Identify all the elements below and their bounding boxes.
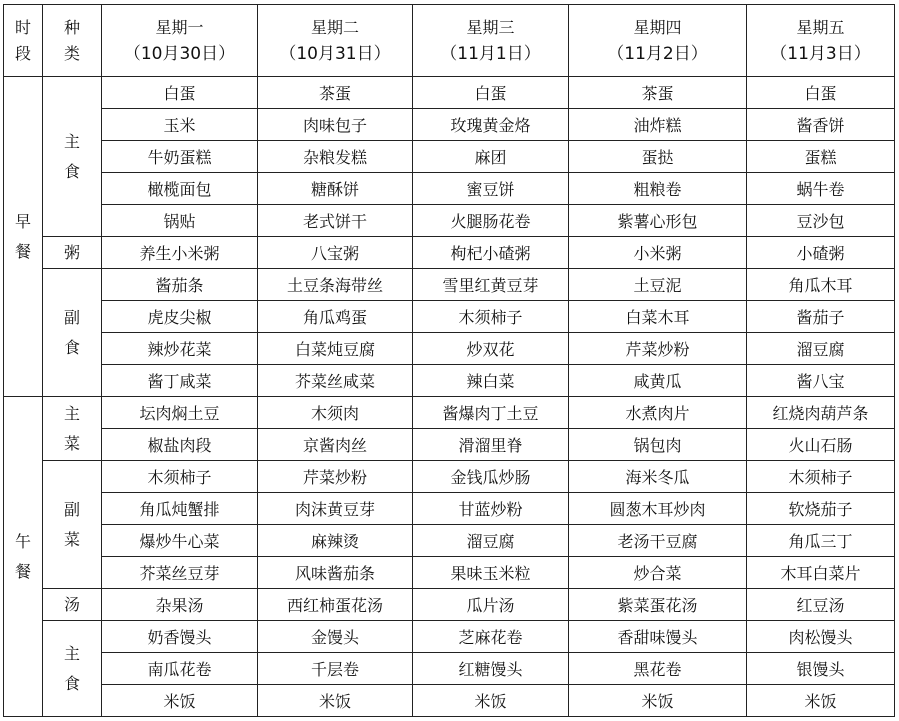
- menu-item-cell: 黑花卷: [569, 653, 747, 685]
- day-date: （11月2日）: [607, 43, 708, 64]
- menu-item-cell: 奶香馒头: [102, 621, 258, 653]
- menu-item-cell: 虎皮尖椒: [102, 301, 258, 333]
- menu-item-cell: 豆沙包: [747, 205, 895, 237]
- menu-item-cell: 木耳白菜片: [747, 557, 895, 589]
- menu-item-cell: 辣炒花菜: [102, 333, 258, 365]
- menu-item-cell: 老汤干豆腐: [569, 525, 747, 557]
- menu-item-cell: 老式饼干: [258, 205, 413, 237]
- lunch-period-label: 午餐: [4, 397, 43, 717]
- table-row: [4, 461, 895, 493]
- menu-item-cell: 米饭: [747, 685, 895, 717]
- menu-item-cell: 爆炒牛心菜: [102, 525, 258, 557]
- menu-item-cell: 雪里红黄豆芽: [413, 269, 569, 301]
- menu-item-cell: 金馒头: [258, 621, 413, 653]
- day-date: （10月31日）: [279, 43, 391, 64]
- menu-item-cell: 坛肉焖土豆: [102, 397, 258, 429]
- day-header-monday: [102, 5, 258, 77]
- menu-item-cell: 风味酱茄条: [258, 557, 413, 589]
- menu-item-cell: 火腿肠花卷: [413, 205, 569, 237]
- menu-item-cell: 银馒头: [747, 653, 895, 685]
- menu-item-cell: 白蛋: [413, 77, 569, 109]
- menu-item-cell: 木须肉: [258, 397, 413, 429]
- menu-item-cell: 蜗牛卷: [747, 173, 895, 205]
- menu-item-cell: 土豆泥: [569, 269, 747, 301]
- menu-item-cell: 南瓜花卷: [102, 653, 258, 685]
- menu-item-cell: 八宝粥: [258, 237, 413, 269]
- header-row: [4, 5, 895, 77]
- menu-item-cell: 玉米: [102, 109, 258, 141]
- menu-item-cell: 红糖馒头: [413, 653, 569, 685]
- menu-item-cell: 糖酥饼: [258, 173, 413, 205]
- table-row: [4, 493, 895, 525]
- menu-item-cell: 椒盐肉段: [102, 429, 258, 461]
- menu-item-cell: 锅贴: [102, 205, 258, 237]
- menu-item-cell: 紫菜蛋花汤: [569, 589, 747, 621]
- day-name: 星期一: [155, 17, 204, 37]
- menu-item-cell: 溜豆腐: [413, 525, 569, 557]
- table-row: [4, 685, 895, 717]
- category-label: 副菜: [43, 461, 102, 589]
- menu-item-cell: 红豆汤: [747, 589, 895, 621]
- menu-item-cell: 溜豆腐: [747, 333, 895, 365]
- menu-item-cell: 软烧茄子: [747, 493, 895, 525]
- menu-item-cell: 角瓜炖蟹排: [102, 493, 258, 525]
- day-date: （11月3日）: [770, 43, 871, 64]
- category-label: 副食: [43, 269, 102, 397]
- menu-item-cell: 芹菜炒粉: [258, 461, 413, 493]
- table-row: [4, 269, 895, 301]
- table-row: [4, 589, 895, 621]
- menu-item-cell: 酱丁咸菜: [102, 365, 258, 397]
- menu-item-cell: 甘蓝炒粉: [413, 493, 569, 525]
- menu-item-cell: 牛奶蛋糕: [102, 141, 258, 173]
- table-row: [4, 205, 895, 237]
- menu-item-cell: 麻辣烫: [258, 525, 413, 557]
- menu-item-cell: 芝麻花卷: [413, 621, 569, 653]
- menu-item-cell: 杂果汤: [102, 589, 258, 621]
- menu-item-cell: 木须柿子: [413, 301, 569, 333]
- menu-item-cell: 千层卷: [258, 653, 413, 685]
- menu-item-cell: 蜜豆饼: [413, 173, 569, 205]
- table-row: [4, 525, 895, 557]
- day-header-friday: [747, 5, 895, 77]
- menu-item-cell: 茶蛋: [258, 77, 413, 109]
- menu-item-cell: 小碴粥: [747, 237, 895, 269]
- table-row: [4, 429, 895, 461]
- day-header-wednesday: [413, 5, 569, 77]
- menu-item-cell: 白菜炖豆腐: [258, 333, 413, 365]
- menu-item-cell: 角瓜木耳: [747, 269, 895, 301]
- menu-item-cell: 杂粮发糕: [258, 141, 413, 173]
- menu-item-cell: 酱八宝: [747, 365, 895, 397]
- menu-item-cell: 火山石肠: [747, 429, 895, 461]
- menu-item-cell: 咸黄瓜: [569, 365, 747, 397]
- menu-item-cell: 土豆条海带丝: [258, 269, 413, 301]
- table-row: [4, 557, 895, 589]
- day-name: 星期二: [310, 17, 359, 37]
- menu-item-cell: 炒合菜: [569, 557, 747, 589]
- menu-item-cell: 锅包肉: [569, 429, 747, 461]
- menu-item-cell: 红烧肉葫芦条: [747, 397, 895, 429]
- menu-item-cell: 水煮肉片: [569, 397, 747, 429]
- menu-item-cell: 酱茄条: [102, 269, 258, 301]
- menu-item-cell: 圆葱木耳炒肉: [569, 493, 747, 525]
- day-name: 星期五: [796, 17, 845, 37]
- menu-item-cell: 米饭: [413, 685, 569, 717]
- menu-item-cell: 蛋糕: [747, 141, 895, 173]
- category-label: 汤: [43, 589, 102, 621]
- menu-item-cell: 酱爆肉丁土豆: [413, 397, 569, 429]
- table-row: [4, 365, 895, 397]
- menu-item-cell: 紫薯心形包: [569, 205, 747, 237]
- category-label: 主菜: [43, 397, 102, 461]
- menu-item-cell: 芥菜丝咸菜: [258, 365, 413, 397]
- menu-item-cell: 角瓜三丁: [747, 525, 895, 557]
- menu-item-cell: 木须柿子: [102, 461, 258, 493]
- menu-item-cell: 小米粥: [569, 237, 747, 269]
- menu-item-cell: 米饭: [258, 685, 413, 717]
- table-row: [4, 77, 895, 109]
- menu-item-cell: 角瓜鸡蛋: [258, 301, 413, 333]
- category-label: 主食: [43, 77, 102, 237]
- weekly-menu-table: [3, 4, 895, 717]
- menu-item-cell: 炒双花: [413, 333, 569, 365]
- menu-item-cell: 海米冬瓜: [569, 461, 747, 493]
- day-date: （10月30日）: [123, 43, 236, 64]
- table-row: [4, 237, 895, 269]
- menu-item-cell: 辣白菜: [413, 365, 569, 397]
- menu-item-cell: 蛋挞: [569, 141, 747, 173]
- day-name: 星期三: [466, 17, 515, 37]
- table-row: [4, 109, 895, 141]
- table-row: [4, 301, 895, 333]
- menu-item-cell: 酱茄子: [747, 301, 895, 333]
- menu-item-cell: 白蛋: [102, 77, 258, 109]
- breakfast-period-label: 早餐: [4, 77, 43, 397]
- menu-item-cell: 白菜木耳: [569, 301, 747, 333]
- menu-item-cell: 酱香饼: [747, 109, 895, 141]
- menu-item-cell: 肉松馒头: [747, 621, 895, 653]
- menu-item-cell: 瓜片汤: [413, 589, 569, 621]
- menu-item-cell: 芥菜丝豆芽: [102, 557, 258, 589]
- day-name: 星期四: [633, 17, 682, 37]
- table-row: [4, 653, 895, 685]
- menu-item-cell: 白蛋: [747, 77, 895, 109]
- menu-item-cell: 麻团: [413, 141, 569, 173]
- menu-item-cell: 茶蛋: [569, 77, 747, 109]
- day-header-thursday: [569, 5, 747, 77]
- menu-item-cell: 米饭: [569, 685, 747, 717]
- menu-item-cell: 香甜味馒头: [569, 621, 747, 653]
- menu-item-cell: 西红柿蛋花汤: [258, 589, 413, 621]
- table-row: [4, 173, 895, 205]
- category-header: 种类: [43, 5, 102, 77]
- menu-item-cell: 肉沫黄豆芽: [258, 493, 413, 525]
- menu-item-cell: 养生小米粥: [102, 237, 258, 269]
- menu-item-cell: 果味玉米粒: [413, 557, 569, 589]
- period-header: 时段: [4, 5, 43, 77]
- menu-item-cell: 玫瑰黄金烙: [413, 109, 569, 141]
- menu-item-cell: 米饭: [102, 685, 258, 717]
- menu-item-cell: 芹菜炒粉: [569, 333, 747, 365]
- menu-item-cell: 金钱瓜炒肠: [413, 461, 569, 493]
- menu-item-cell: 粗粮卷: [569, 173, 747, 205]
- table-row: [4, 333, 895, 365]
- day-date: （11月1日）: [440, 43, 541, 64]
- menu-item-cell: 油炸糕: [569, 109, 747, 141]
- table-row: [4, 141, 895, 173]
- category-label: 主食: [43, 621, 102, 717]
- day-header-tuesday: [258, 5, 413, 77]
- menu-item-cell: 木须柿子: [747, 461, 895, 493]
- menu-item-cell: 橄榄面包: [102, 173, 258, 205]
- menu-item-cell: 京酱肉丝: [258, 429, 413, 461]
- category-label: 粥: [43, 237, 102, 269]
- table-row: [4, 621, 895, 653]
- menu-item-cell: 滑溜里脊: [413, 429, 569, 461]
- menu-item-cell: 枸杞小碴粥: [413, 237, 569, 269]
- table-row: [4, 397, 895, 429]
- menu-item-cell: 肉味包子: [258, 109, 413, 141]
